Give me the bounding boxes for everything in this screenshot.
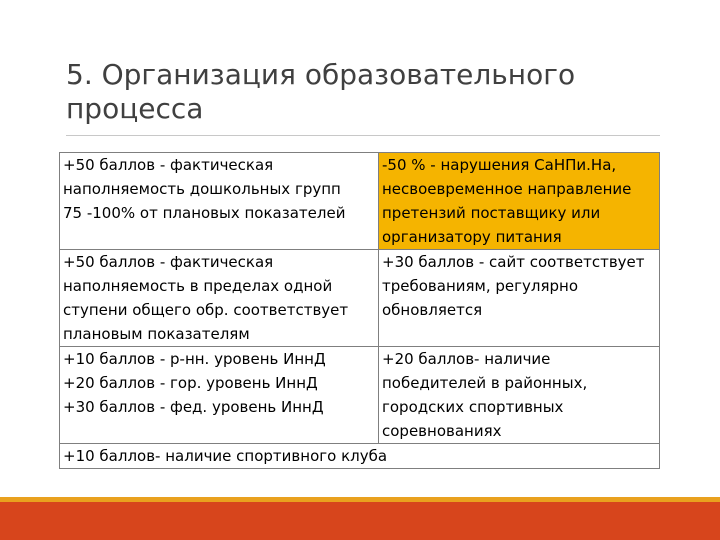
table-cell-footer: +10 баллов- наличие спортивного клуба [60, 444, 660, 469]
table-row [60, 347, 660, 444]
criteria-table [59, 152, 660, 469]
table-cell-bonus: +50 баллов - фактическая наполняемость в пределах одной ступени общего обр. соответствует плановым показателям [60, 250, 379, 347]
footer-band [0, 497, 720, 540]
table-cell-bonus: +20 баллов- наличие победителей в районных, городских спортивных соревнованиях [379, 347, 660, 444]
table-row [60, 250, 660, 347]
table-row [60, 444, 660, 469]
table-cell-bonus: +10 баллов - р-нн. уровень ИннД +20 баллов - гор. уровень ИннД +30 баллов - фед. уровень ИннД [60, 347, 379, 444]
table-cell-bonus: +50 баллов - фактическая наполняемость дошкольных групп 75 -100% от плановых показателей [60, 153, 379, 250]
table-row [60, 153, 660, 250]
footer-band-accent [0, 497, 720, 502]
title-divider [66, 135, 660, 136]
table-cell-penalty: -50 % - нарушения СаНПи.На, несвоевременное направление претензий поставщику или организатору питания [379, 153, 660, 250]
slide-title: 5. Организация образовательного процесса [66, 58, 576, 125]
table-cell-bonus: +30 баллов - сайт соответствует требованиям, регулярно обновляется [379, 250, 660, 347]
